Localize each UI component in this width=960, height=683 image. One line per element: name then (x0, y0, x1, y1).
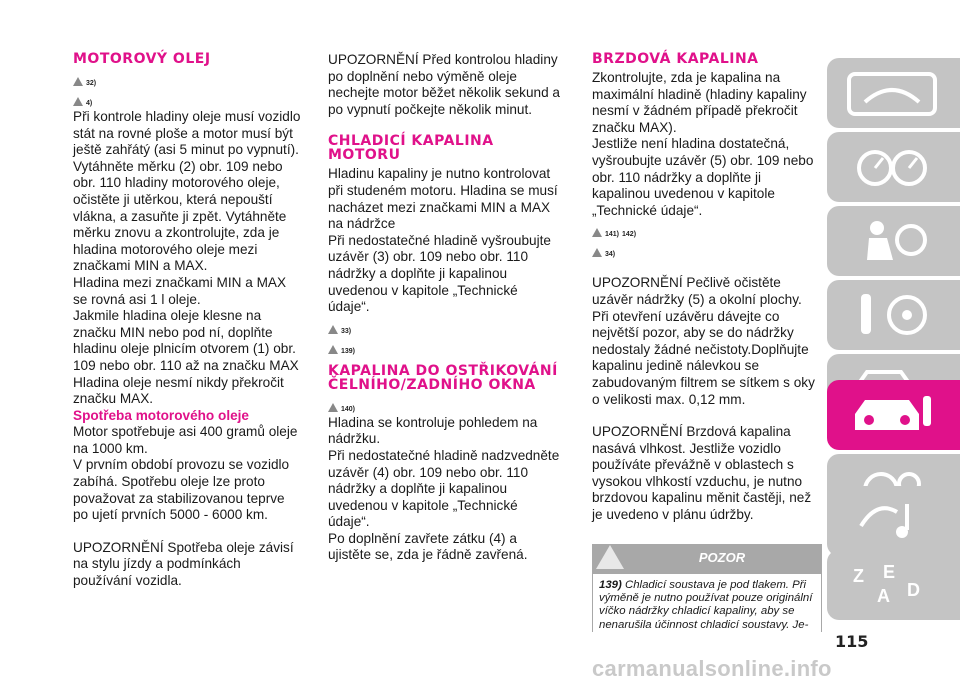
warning-triangle-icon (592, 228, 602, 237)
section-heading-washer-fluid: KAPALINA DO OSTŘIKOVÁNÍ ČELNÍHO/ZADNÍHO OKNA (328, 362, 558, 393)
svg-text:D: D (907, 580, 920, 600)
paragraph: Motor spotřebuje asi 400 gramů oleje na 1000 km. (73, 424, 298, 456)
svg-text:E: E (883, 562, 896, 582)
caution-triangle-icon (73, 97, 83, 106)
warning-refs (328, 318, 560, 336)
key-steering-wheel-icon (847, 290, 937, 340)
section-heading-brake-fluid: BRZDOVÁ KAPALINA (592, 51, 759, 67)
paragraph: V prvním období provozu se vozidlo zabíhá. Spotřebu oleje lze proto považovat za stabilizovanou teprve po ujetí prvních 5000 - 6000 km. (73, 457, 290, 523)
warning-refs (328, 396, 560, 414)
tab-car-dashboard[interactable] (827, 58, 960, 128)
paragraph: Jestliže není hladina dostatečná, vyšroubujte uzávěr (5) obr. 109 nebo obr. 110 nádržky a doplňte ji kapalinou uvedenou v kapitole „Technické údaje“. (592, 136, 814, 218)
ref-number: 4) (86, 100, 93, 107)
note-paragraph: UPOZORNĚNÍ Pečlivě očistěte uzávěr nádržky (5) a okolní plochy. Při otevření uzávěru dávejte co největší pozor, aby se do nádržky nedostaly žádné nečistoty.Doplňujte kapalinu jedině nálevkou se zabudovaným filtrem se sítkem s oky o velikosti max. 0,12 mm. (592, 275, 815, 407)
alphabetical-index-icon (847, 560, 937, 610)
ref-number: 33) (341, 327, 352, 335)
ref-number: 34) (605, 251, 616, 259)
subheading-oil-consumption: Spotřeba motorového oleje (73, 407, 249, 423)
paragraph: Při nedostatečné hladině nadzvedněte uzávěr (4) obr. 109 nebo obr. 110 nádržky a doplňte ji kapalinou uvedenou v kapitole „Technické údaje“. (328, 447, 560, 530)
warning-refs (592, 221, 822, 239)
paragraph: Při nedostatečné hladině vyšroubujte uzávěr (3) obr. 109 nebo obr. 110 nádržky a doplňte ji kapalinou uvedenou v kapitole „Technické údaje“. (328, 232, 551, 315)
section-heading-coolant: CHLADICÍ KAPALINA MOTORU (328, 133, 494, 164)
page-number: 115 (835, 632, 869, 651)
svg-text:Z: Z (853, 566, 864, 586)
pozor-text: Chladicí soustava je pod tlakem. Při výměně je nutno používat pouze originální víčko nádržky chladicí kapaliny, aby se nenarušila účinnost chladicí soustavy. Je- (599, 578, 813, 631)
ref-number: 141) (605, 231, 620, 239)
ref-number: 140) (341, 405, 356, 413)
tab-instrument-cluster[interactable] (827, 132, 960, 202)
car-dashboard-icon (847, 68, 937, 118)
warning-triangle-icon (328, 325, 338, 334)
caution-refs (73, 90, 301, 108)
instrument-cluster-icon (847, 142, 937, 192)
warning-refs (73, 70, 301, 88)
footer-watermark: carmanualsonline.info (592, 656, 832, 681)
pozor-number: 139) (599, 578, 622, 591)
caution-refs (592, 241, 822, 259)
column-2 (328, 52, 560, 564)
ref-number: 32) (86, 80, 97, 87)
paragraph: Hladina se kontroluje pohledem na nádržku. (328, 414, 538, 447)
pozor-box-body (592, 574, 822, 633)
column-1 (73, 52, 301, 590)
tab-multimedia[interactable] (827, 486, 960, 556)
tab-key-steering[interactable] (827, 280, 960, 350)
svg-text:A: A (877, 586, 890, 606)
airbag-seatbelt-icon (847, 216, 937, 266)
ref-number: 142) (622, 231, 637, 239)
tab-maintenance[interactable] (827, 380, 960, 450)
tab-airbag-seatbelt[interactable] (827, 206, 960, 276)
pozor-title: POZOR (698, 550, 746, 566)
paragraph: Zkontrolujte, zda je kapalina na maximální hladině (hladiny kapaliny nesmí v žádném případě překročit značku MAX). (592, 70, 807, 135)
section-heading-engine-oil: MOTOROVÝ OLEJ (73, 51, 211, 67)
column-3 (592, 52, 822, 632)
multimedia-icon (847, 496, 937, 546)
car-wrench-icon (847, 390, 937, 440)
note-paragraph: UPOZORNĚNÍ Brzdová kapalina nasává vlhkost. Jestliže vozidlo používáte převážně v oblastech s vysokou vlhkostí vzduchu, je nutno brzdovou kapalinu měnit častěji, než je uvedeno v plánu údržby. (592, 424, 812, 523)
paragraph: Jakmile hladina oleje klesne na značku MIN nebo pod ní, doplňte hladinu oleje plnicím otvorem (1) obr. 109 nebo obr. 110 až na značku MAX Hladina oleje nesmí nikdy překročit značku MAX. (73, 308, 299, 407)
paragraph: Hladina mezi značkami MIN a MAX se rovná asi 1 l oleje. (73, 274, 287, 307)
paragraph: Při kontrole hladiny oleje musí vozidlo stát na rovné ploše a motor musí být ještě zahřátý (asi 5 minut po vypnutí). Vytáhněte měrku (2) obr. 109 nebo obr. 110 hladiny motorového oleje, očistěte ji utěrkou, která nepouští vlákna, a zasuňte ji zpět. Vytáhněte měrku znovu a zkontrolujte, zda je hladina motorového oleje mezi značkami MIN a MAX. (73, 109, 301, 274)
warning-triangle-icon (73, 77, 83, 86)
caution-triangle-icon (328, 345, 338, 354)
paragraph: Po doplnění zavřete zátku (4) a ujistěte se, zda je řádně zavřená. (328, 530, 528, 563)
note-paragraph: UPOZORNĚNÍ Před kontrolou hladiny po doplnění nebo výměně oleje nechejte motor běžet několik sekund a po vypnutí počkejte několik minut. (328, 52, 560, 117)
note-paragraph: UPOZORNĚNÍ Spotřeba oleje závisí na stylu jízdy a podmínkách používání vozidla. (73, 539, 294, 589)
ref-number: 139) (341, 347, 356, 355)
warning-triangle-icon (328, 403, 338, 412)
paragraph: Hladinu kapaliny je nutno kontrolovat při studeném motoru. Hladina se musí nacházet mezi značkami MIN a MAX na nádržce (328, 166, 558, 232)
tab-alphabetical-index[interactable] (827, 550, 960, 620)
warning-triangle-icon (596, 545, 624, 569)
pozor-box-header (592, 544, 822, 574)
caution-refs (328, 338, 560, 356)
caution-triangle-icon (592, 248, 602, 257)
